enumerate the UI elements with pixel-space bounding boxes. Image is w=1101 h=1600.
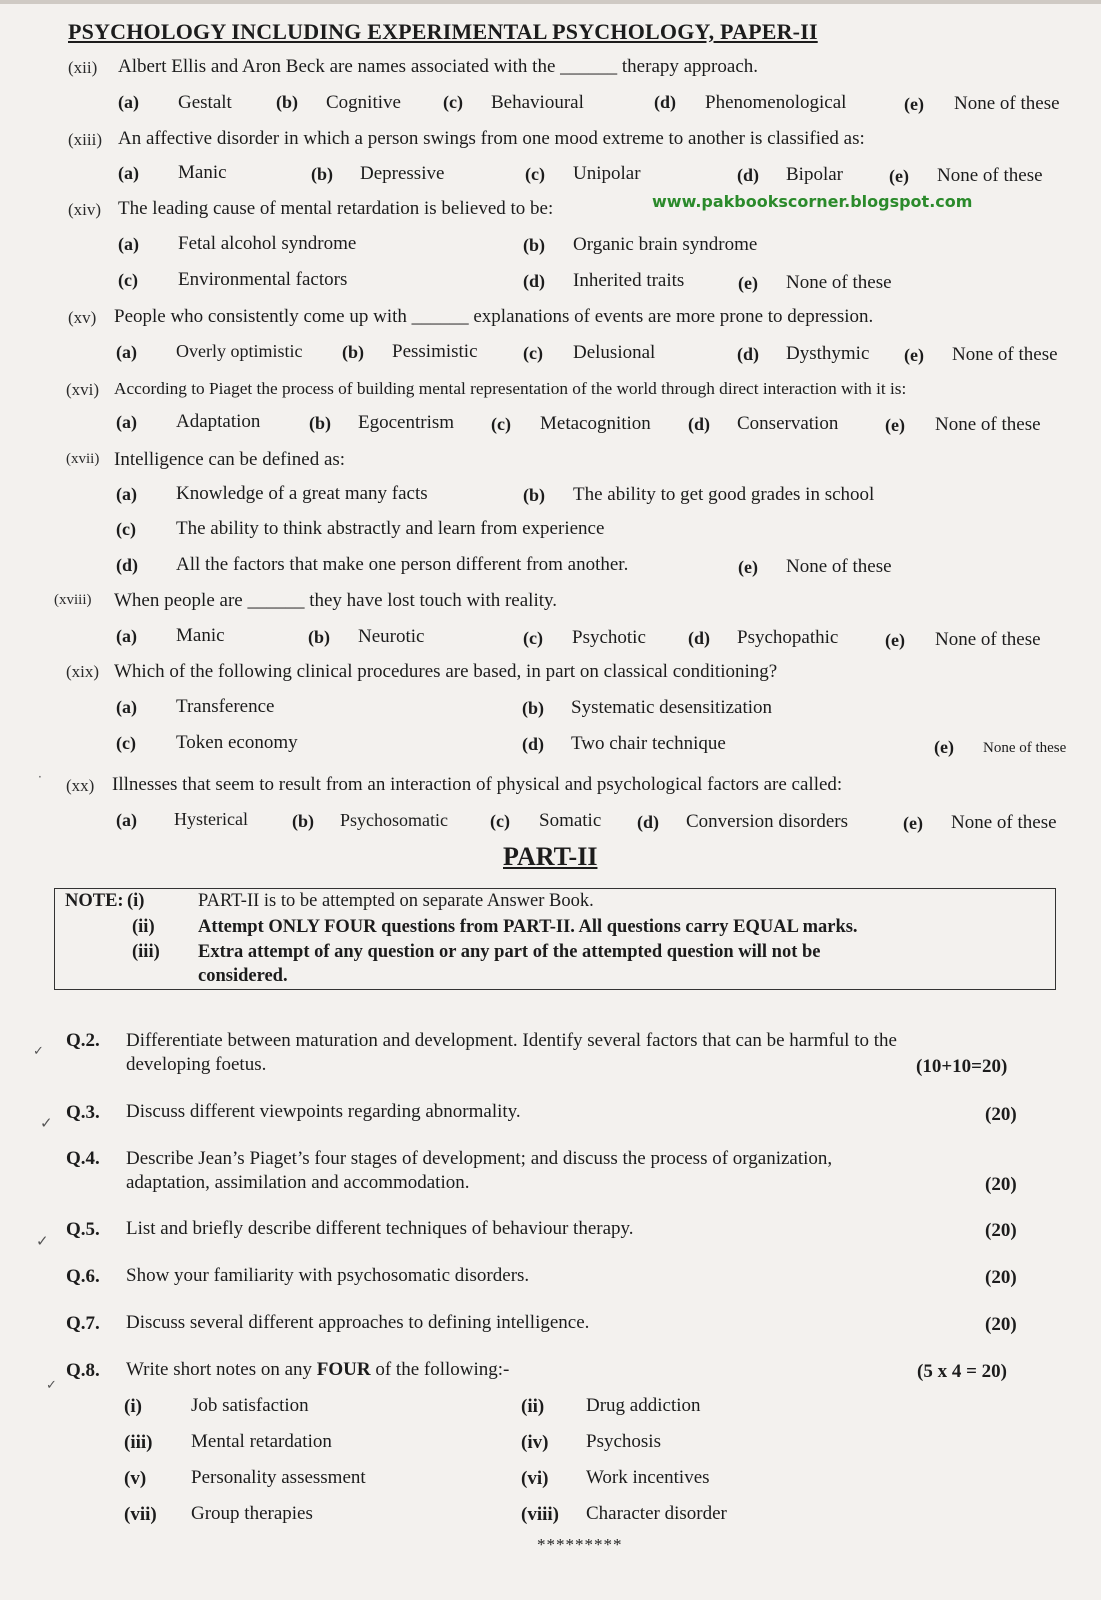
option-label: (a) (116, 810, 137, 830)
question-marks: (20) (985, 1267, 1017, 1288)
option-label: (e) (934, 737, 954, 757)
option-text: None of these (935, 629, 1041, 650)
short-note-text: Personality assessment (191, 1467, 366, 1488)
option-text: None of these (786, 272, 892, 293)
question-text: Discuss different viewpoints regarding abnormality. (126, 1101, 521, 1122)
option-text: None of these (937, 165, 1043, 186)
note-number: (ii) (132, 917, 155, 937)
question-number: Q.7. (66, 1313, 100, 1334)
question-stem: Illnesses that seem to result from an interaction of physical and psychological factors are called: (112, 774, 843, 795)
note-number: (iii) (132, 942, 160, 962)
question-number: Q.4. (66, 1148, 100, 1169)
option-label: (d) (688, 414, 710, 434)
option-text: Egocentrism (358, 412, 455, 433)
option-text: Manic (176, 625, 225, 646)
option-text: Dysthymic (786, 343, 870, 364)
option-label: (d) (522, 734, 544, 754)
question-stem: Intelligence can be defined as: (114, 449, 346, 470)
short-note-text: Character disorder (586, 1503, 727, 1524)
note-text: Attempt ONLY FOUR questions from PART-II. All questions carry EQUAL marks. (198, 917, 858, 937)
option-text: Psychosomatic (340, 810, 448, 830)
option-label: (a) (116, 484, 137, 504)
option-text: Fetal alcohol syndrome (178, 233, 357, 254)
short-note-number: (vii) (124, 1504, 157, 1525)
question-number: (xx) (66, 776, 95, 795)
option-label: (d) (737, 165, 759, 185)
option-label: (b) (342, 342, 364, 362)
question-stem: According to Piaget the process of building mental representation of the world through direct interaction with it is: (114, 379, 907, 398)
option-text: Environmental factors (178, 269, 348, 290)
option-label: (a) (118, 163, 139, 183)
option-label: (a) (116, 626, 137, 646)
option-text: Manic (178, 162, 227, 183)
question-number: (xiii) (68, 130, 102, 149)
option-label: (a) (116, 412, 137, 432)
option-text: Conversion disorders (686, 811, 849, 832)
question-number: (xvii) (66, 451, 100, 467)
option-label: (b) (523, 235, 545, 255)
check-mark-icon: ✓ (40, 1114, 53, 1132)
option-text: Two chair technique (571, 733, 726, 754)
option-text: Behavioural (491, 92, 584, 113)
question-stem: People who consistently come up with ______ explanations of events are more prone to depression. (114, 306, 874, 327)
option-label: (b) (308, 627, 330, 647)
option-text: None of these (935, 414, 1041, 435)
short-note-number: (iii) (124, 1432, 153, 1453)
question-marks: (10+10=20) (916, 1056, 1008, 1077)
question-stem: When people are ______ they have lost touch with reality. (114, 590, 558, 611)
option-text: Pessimistic (392, 341, 478, 362)
option-label: (e) (885, 630, 905, 650)
note-text: PART-II is to be attempted on separate Answer Book. (198, 891, 594, 911)
option-text: The ability to think abstractly and learn from experience (176, 518, 605, 539)
check-mark-icon: ✓ (33, 1044, 44, 1059)
option-text: Bipolar (786, 164, 843, 185)
option-label: (e) (738, 557, 758, 577)
end-of-paper-marker: ********* (537, 1535, 623, 1554)
question-stem: Albert Ellis and Aron Beck are names associated with the ______ therapy approach. (118, 56, 758, 77)
option-label: (d) (637, 812, 659, 832)
short-note-text: Job satisfaction (191, 1395, 309, 1416)
option-label: (a) (118, 92, 139, 112)
short-note-number: (i) (124, 1396, 142, 1417)
scan-mark: · (38, 770, 42, 784)
question-text-part: of the following:- (370, 1359, 510, 1380)
option-label: (b) (292, 811, 314, 831)
option-text: Overly optimistic (176, 341, 303, 361)
option-text: Metacognition (540, 413, 651, 434)
option-text: Gestalt (178, 92, 232, 113)
option-text: Depressive (360, 163, 445, 184)
question-text: Describe Jean’s Piaget’s four stages of development; and discuss the process of organization, (126, 1148, 833, 1169)
option-text: None of these (954, 93, 1060, 114)
option-label: (d) (116, 555, 138, 575)
question-number: Q.6. (66, 1266, 100, 1287)
option-label: (d) (737, 344, 759, 364)
question-text: List and briefly describe different techniques of behaviour therapy. (126, 1218, 634, 1239)
option-text: Phenomenological (705, 92, 847, 113)
option-text: Cognitive (326, 92, 401, 113)
question-stem: An affective disorder in which a person swings from one mood extreme to another is classified as: (118, 128, 865, 149)
option-text: Token economy (176, 732, 298, 753)
option-label: (e) (904, 94, 924, 114)
option-text: Psychopathic (737, 627, 839, 648)
short-note-number: (v) (124, 1468, 147, 1489)
page-title: PSYCHOLOGY INCLUDING EXPERIMENTAL PSYCHOLOGY, PAPER-II (68, 19, 818, 44)
short-note-text: Mental retardation (191, 1431, 332, 1452)
question-number: (xii) (68, 58, 98, 77)
option-text: Psychotic (572, 627, 646, 648)
short-note-text: Work incentives (586, 1467, 710, 1488)
question-number: Q.5. (66, 1219, 100, 1240)
question-stem: The leading cause of mental retardation is believed to be: (118, 198, 554, 219)
check-mark-icon: ✓ (46, 1378, 57, 1393)
note-number: (i) (127, 891, 145, 911)
part-heading: PART-II (503, 842, 598, 871)
short-note-text: Drug addiction (586, 1395, 701, 1416)
question-marks: (20) (985, 1104, 1017, 1125)
option-label: (d) (523, 271, 545, 291)
question-text: Discuss several different approaches to defining intelligence. (126, 1312, 590, 1333)
option-text: All the factors that make one person different from another. (176, 554, 629, 575)
note-label: NOTE: (65, 891, 124, 911)
question-marks: (20) (985, 1174, 1017, 1195)
option-label: (d) (688, 628, 710, 648)
option-label: (e) (885, 415, 905, 435)
option-text: Inherited traits (573, 270, 685, 291)
option-label: (c) (523, 343, 543, 363)
option-label: (e) (738, 273, 758, 293)
option-label: (a) (116, 697, 137, 717)
option-label: (b) (311, 164, 333, 184)
question-marks: (20) (985, 1220, 1017, 1241)
option-label: (c) (116, 733, 136, 753)
option-label: (b) (309, 413, 331, 433)
short-note-text: Group therapies (191, 1503, 313, 1524)
option-text: None of these (786, 556, 892, 577)
option-text: None of these (951, 812, 1057, 833)
option-label: (a) (118, 234, 139, 254)
option-label: (e) (903, 813, 923, 833)
option-text: Adaptation (176, 411, 261, 432)
question-text-emphasis: FOUR (316, 1359, 371, 1380)
option-label: (c) (118, 270, 138, 290)
option-text: Transference (176, 696, 275, 717)
option-label: (b) (523, 485, 545, 505)
option-text: None of these (983, 740, 1067, 756)
question-text-continued: developing foetus. (126, 1054, 267, 1075)
short-note-number: (viii) (521, 1504, 559, 1525)
option-label: (c) (443, 92, 463, 112)
question-text (126, 1359, 509, 1381)
option-text: Unipolar (573, 163, 641, 184)
short-note-number: (ii) (521, 1396, 545, 1417)
question-number: (xv) (68, 308, 97, 327)
short-note-number: (vi) (521, 1468, 549, 1489)
check-mark-icon: ✓ (36, 1232, 49, 1250)
question-number: (xiv) (68, 200, 102, 219)
option-text: Conservation (737, 413, 839, 434)
option-text: Systematic desensitization (571, 697, 773, 718)
note-text-continued: considered. (198, 966, 288, 986)
option-label: (b) (276, 92, 298, 112)
short-note-number: (iv) (521, 1432, 549, 1453)
question-number: Q.8. (66, 1360, 100, 1381)
question-text: Differentiate between maturation and development. Identify several factors that can be harmful to the (126, 1030, 897, 1051)
option-text: Somatic (539, 810, 602, 831)
short-note-text: Psychosis (586, 1431, 661, 1452)
option-label: (e) (889, 166, 909, 186)
question-number: (xviii) (54, 592, 92, 608)
option-text: Delusional (573, 342, 656, 363)
question-number: Q.2. (66, 1030, 100, 1051)
scan-edge (0, 0, 1101, 4)
question-marks: (5 x 4 = 20) (917, 1361, 1007, 1382)
option-text: The ability to get good grades in school (573, 484, 875, 505)
option-label: (c) (525, 164, 545, 184)
question-marks: (20) (985, 1314, 1017, 1335)
option-text: Organic brain syndrome (573, 234, 758, 255)
question-number: (xvi) (66, 380, 100, 399)
note-text: Extra attempt of any question or any part of the attempted question will not be (198, 942, 821, 962)
watermark-url: www.pakbookscorner.blogspot.com (652, 192, 973, 211)
option-label: (c) (116, 519, 136, 539)
option-label: (e) (904, 345, 924, 365)
option-text: None of these (952, 344, 1058, 365)
question-text: Show your familiarity with psychosomatic disorders. (126, 1265, 530, 1286)
option-label: (c) (523, 628, 543, 648)
option-label: (c) (491, 414, 511, 434)
question-stem: Which of the following clinical procedures are based, in part on classical conditioning? (114, 661, 778, 682)
option-text: Neurotic (358, 626, 425, 647)
question-number: (xix) (66, 662, 100, 681)
option-text: Hysterical (174, 809, 248, 829)
option-label: (b) (522, 698, 544, 718)
option-label: (a) (116, 342, 137, 362)
option-label: (c) (490, 811, 510, 831)
question-number: Q.3. (66, 1102, 100, 1123)
option-text: Knowledge of a great many facts (176, 483, 428, 504)
question-text-part: Write short notes on any (126, 1359, 317, 1380)
question-text-continued: adaptation, assimilation and accommodation. (126, 1172, 470, 1193)
option-label: (d) (654, 92, 676, 112)
